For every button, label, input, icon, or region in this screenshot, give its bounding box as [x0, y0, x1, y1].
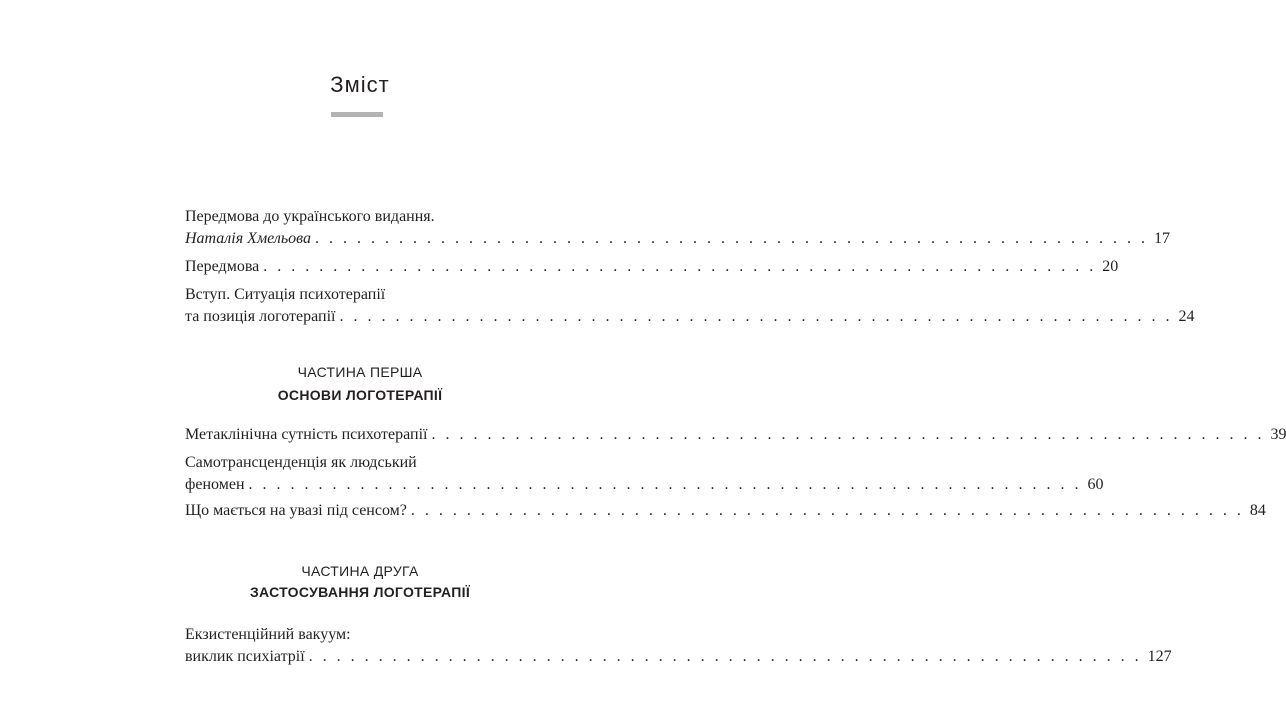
toc-leader-dots: . . . . . . . . . . . . . . . . . . . . . . . . . . . . . . . . . . . . . . . . . . . . . . . . . . . . . . . . . . . . [263, 258, 1097, 275]
toc-page-number: 84 [1249, 502, 1266, 519]
toc-entry-line: Метаклінічна сутність психотерапії [185, 426, 428, 443]
page-title: Зміст [330, 72, 390, 97]
toc-leader-dots: . . . . . . . . . . . . . . . . . . . . . . . . . . . . . . . . . . . . . . . . . . . . . . . . . . . . . . . . . . . . [339, 308, 1173, 325]
toc-entry-line: Передмова [185, 258, 260, 275]
toc-entry[interactable] [185, 256, 1119, 278]
toc-leader-dots: . . . . . . . . . . . . . . . . . . . . . . . . . . . . . . . . . . . . . . . . . . . . . . . . . . . . . . . . . . . . [308, 648, 1142, 665]
toc-entry-line: та позиція логотерапії [185, 308, 336, 325]
toc-entry[interactable] [185, 452, 1104, 496]
toc-entry-line: Самотрансценденція як людський [185, 454, 417, 471]
toc-entry[interactable] [185, 624, 1172, 668]
toc-page-number: 24 [1178, 308, 1195, 325]
toc-page-number: 127 [1147, 648, 1172, 665]
toc-leader-dots: . . . . . . . . . . . . . . . . . . . . . . . . . . . . . . . . . . . . . . . . . . . . . . . . . . . . . . . . . . . . [431, 426, 1265, 443]
toc-entry-line: Вступ. Ситуація психотерапії [185, 286, 386, 303]
title-underline [331, 112, 383, 117]
part-one-label: ЧАСТИНА ПЕРША [297, 364, 423, 380]
toc-entry-author: Наталія Хмельова [185, 230, 311, 247]
toc-page-number: 39 [1270, 426, 1286, 443]
toc-entry-line: Що мається на увазі під сенсом? [185, 502, 407, 519]
part-two-title: ЗАСТОСУВАННЯ ЛОГОТЕРАПІЇ [249, 584, 470, 600]
part-two-label: ЧАСТИНА ДРУГА [301, 563, 419, 579]
part-one-title: ОСНОВИ ЛОГОТЕРАПІЇ [277, 387, 443, 403]
toc-leader-dots: . . . . . . . . . . . . . . . . . . . . . . . . . . . . . . . . . . . . . . . . . . . . . . . . . . . . . . . . . . . . [410, 502, 1244, 519]
toc-page-number: 17 [1153, 230, 1170, 247]
toc-entry-line: Екзистенційний вакуум: [185, 626, 351, 643]
toc-entry[interactable] [185, 424, 1286, 446]
toc-entry-line: феномен [185, 476, 245, 493]
toc-entry[interactable] [185, 206, 1170, 250]
toc-page-number: 20 [1102, 258, 1119, 275]
toc-entry[interactable] [185, 284, 1195, 328]
toc-leader-dots: . . . . . . . . . . . . . . . . . . . . . . . . . . . . . . . . . . . . . . . . . . . . . . . . . . . . . . . . . . . . [314, 230, 1148, 247]
toc-page-number: 60 [1087, 476, 1104, 493]
toc-entry-line: виклик психіатрії [185, 648, 305, 665]
toc-entry-line: Передмова до українського видання. [185, 208, 435, 225]
toc-leader-dots: . . . . . . . . . . . . . . . . . . . . . . . . . . . . . . . . . . . . . . . . . . . . . . . . . . . . . . . . . . . . [248, 476, 1082, 493]
toc-entry[interactable] [185, 500, 1266, 522]
